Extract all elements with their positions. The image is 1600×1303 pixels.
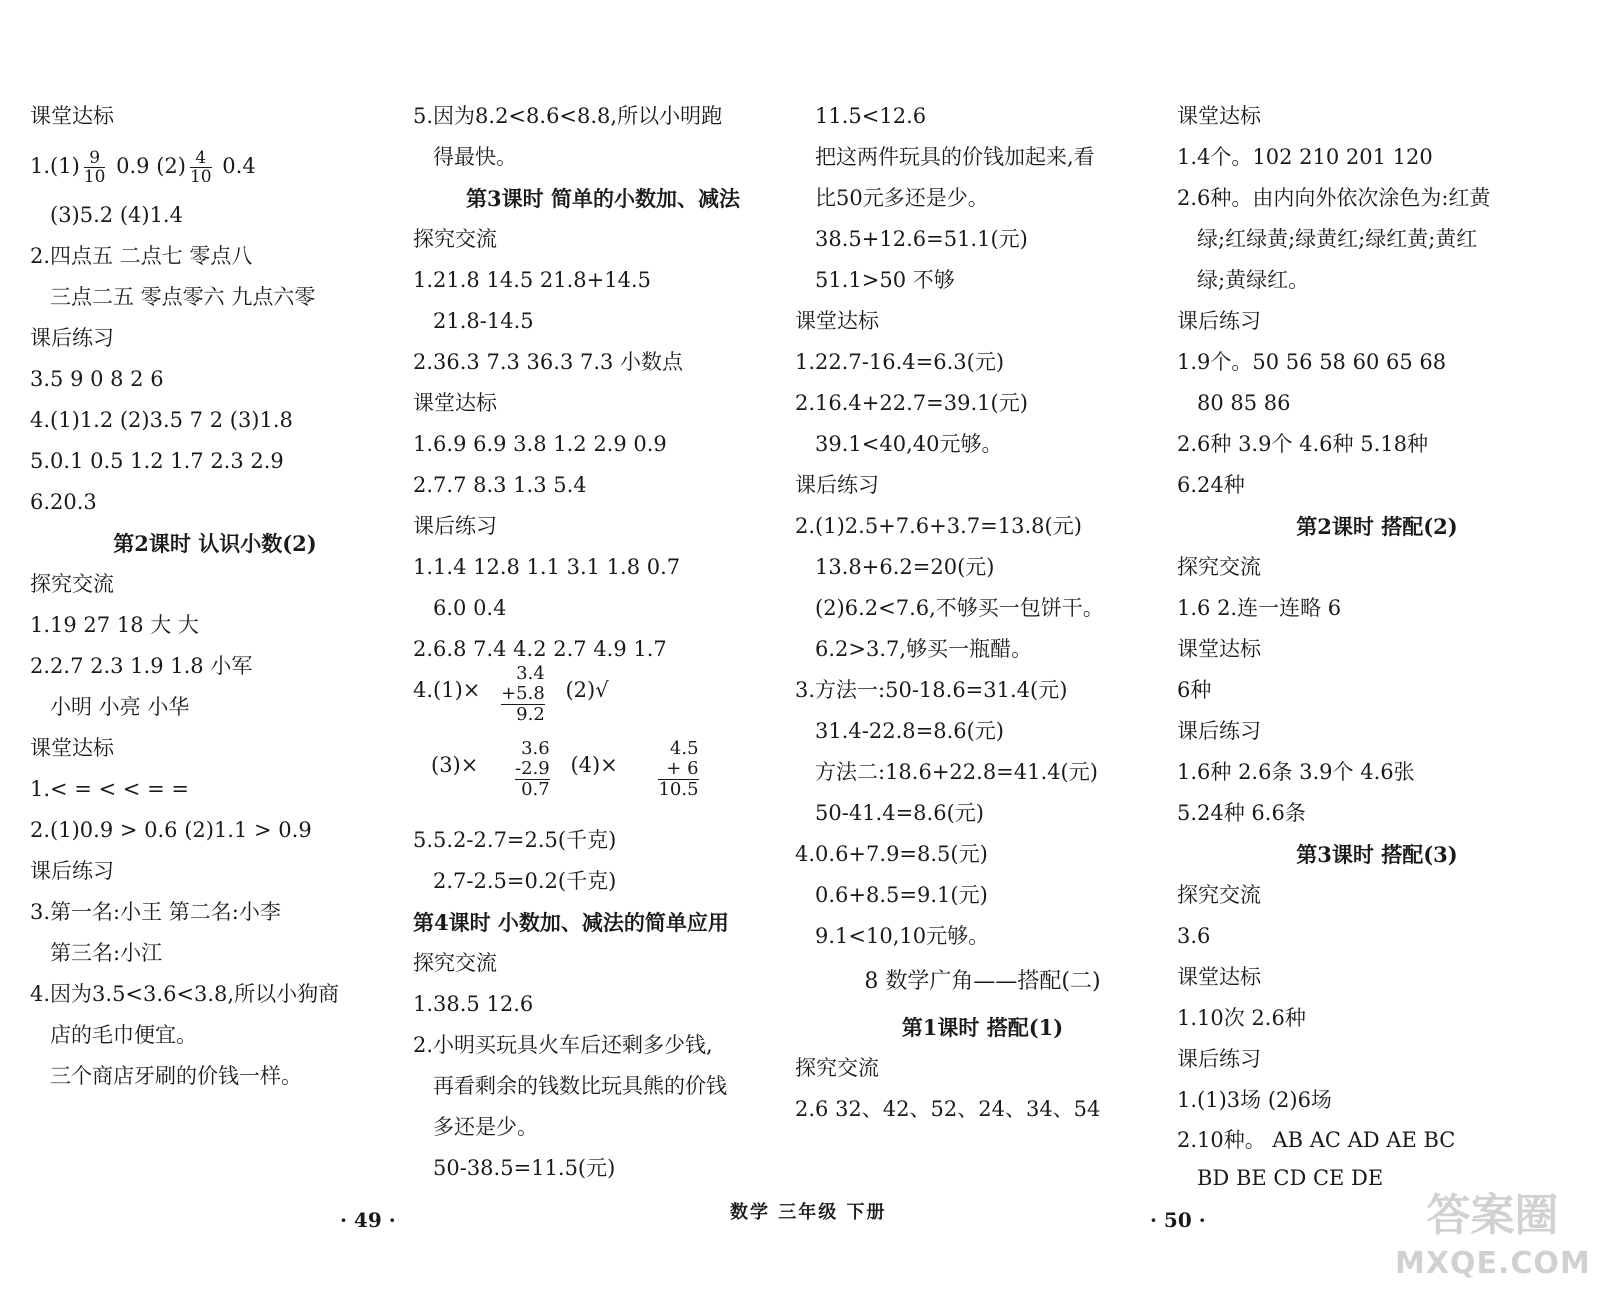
answer-line: 5.5.2-2.7=2.5(千克) bbox=[413, 828, 617, 852]
answer-line: 1.< = < < = = bbox=[30, 777, 189, 801]
section-heading: 探究交流 bbox=[413, 227, 497, 251]
section-heading: 课后练习 bbox=[1177, 309, 1261, 333]
answer-line: 第三名:小江 bbox=[50, 941, 163, 965]
answer-line: 2.10种。 AB AC AD AE BC bbox=[1177, 1128, 1456, 1152]
answer-line: 2.6.8 7.4 4.2 2.7 4.9 1.7 bbox=[413, 637, 667, 661]
section-heading: 课堂达标 bbox=[30, 104, 114, 128]
answer-line: 5.24种 6.6条 bbox=[1177, 801, 1306, 825]
answer-line: 2.7-2.5=0.2(千克) bbox=[433, 869, 617, 893]
answer-line: 三点二五 零点零六 九点六零 bbox=[50, 285, 316, 309]
answer-line: 4.因为3.5<3.6<3.8,所以小狗商 bbox=[30, 982, 340, 1006]
watermark-text: 答案圈 bbox=[1426, 1190, 1559, 1241]
column-2 bbox=[413, 96, 793, 1189]
answer-line: 6.20.3 bbox=[30, 490, 97, 514]
section-heading: 课堂达标 bbox=[795, 309, 879, 333]
answer-line: 2.7.7 8.3 1.3 5.4 bbox=[413, 473, 587, 497]
answer-line: 1.(1) $\frac{9}{10}$ 0.9 (2) $\frac{4}{10}$ 0.4 bbox=[30, 148, 256, 187]
page-number-left: · 49 · bbox=[340, 1208, 396, 1232]
lesson-title: 第3课时 简单的小数加、减法 bbox=[466, 186, 740, 211]
answer-line: 2.四点五 二点七 零点八 bbox=[30, 244, 253, 268]
answer-line: 2.6 32、42、52、24、34、54 bbox=[795, 1097, 1101, 1121]
answer-line: 1.4个。102 210 201 120 bbox=[1177, 145, 1433, 169]
lesson-title: 第2课时 搭配(2) bbox=[1296, 514, 1458, 539]
answer-line: 1.6种 2.6条 3.9个 4.6张 bbox=[1177, 760, 1415, 784]
answer-line: BD BE CD CE DE bbox=[1197, 1166, 1384, 1190]
page-number-right: · 50 · bbox=[1150, 1208, 1206, 1232]
answer-line: 6.2>3.7,够买一瓶醋。 bbox=[815, 637, 1033, 661]
answer-line: 5.因为8.2<8.6<8.8,所以小明跑 bbox=[413, 104, 723, 128]
answer-line: 得最快。 bbox=[433, 145, 517, 169]
answer-line: 2.6种 3.9个 4.6种 5.18种 bbox=[1177, 432, 1428, 456]
answer-line: 1.1.4 12.8 1.1 3.1 1.8 0.7 bbox=[413, 555, 681, 579]
fraction: $\frac{4}{10}$ bbox=[189, 148, 212, 187]
lesson-title: 第4课时 小数加、减法的简单应用 bbox=[413, 910, 729, 935]
column-4 bbox=[1177, 96, 1577, 1197]
answer-line: 3.5 9 0 8 2 6 bbox=[30, 367, 164, 391]
answer-line: 0.6+8.5=9.1(元) bbox=[815, 883, 988, 907]
lesson-title: 第2课时 认识小数(2) bbox=[113, 531, 317, 556]
footer-title: 数学 三年级 下册 bbox=[730, 1202, 887, 1223]
section-heading: 课后练习 bbox=[30, 326, 114, 350]
section-heading: 课后练习 bbox=[795, 473, 879, 497]
vertical-calc: 4.5 + 6 10.5 bbox=[658, 738, 699, 800]
answer-line: 多还是少。 bbox=[433, 1115, 538, 1139]
answer-line: 1.38.5 12.6 bbox=[413, 992, 534, 1016]
answer-line: 4.(1)1.2 (2)3.5 7 2 (3)1.8 bbox=[30, 408, 293, 432]
answer-line: 2.2.7 2.3 1.9 1.8 小军 bbox=[30, 654, 253, 678]
answer-line: 把这两件玩具的价钱加起来,看 bbox=[815, 145, 1095, 169]
section-heading: 探究交流 bbox=[795, 1056, 879, 1080]
vertical-calc-row: (3)× 3.6 -2.9 0.7 (4)× 4.5 + 6 10.5 bbox=[431, 738, 699, 800]
answer-line: 80 85 86 bbox=[1197, 391, 1291, 415]
lesson-title: 第3课时 搭配(3) bbox=[1296, 842, 1458, 867]
answer-line: 6.24种 bbox=[1177, 473, 1245, 497]
answer-line: 3.第一名:小王 第二名:小李 bbox=[30, 900, 281, 924]
section-heading: 课堂达标 bbox=[1177, 965, 1261, 989]
section-heading: 课堂达标 bbox=[1177, 637, 1261, 661]
answer-line: 店的毛巾便宜。 bbox=[50, 1023, 197, 1047]
section-heading: 探究交流 bbox=[413, 951, 497, 975]
answer-line: 1.6.9 6.9 3.8 1.2 2.9 0.9 bbox=[413, 432, 667, 456]
answer-line: 1.22.7-16.4=6.3(元) bbox=[795, 350, 1005, 374]
answer-line: 39.1<40,40元够。 bbox=[815, 432, 1003, 456]
lesson-title: 第1课时 搭配(1) bbox=[901, 1015, 1064, 1040]
section-heading: 课堂达标 bbox=[30, 736, 114, 760]
answer-line: 5.0.1 0.5 1.2 1.7 2.3 2.9 bbox=[30, 449, 284, 473]
section-heading: 课后练习 bbox=[1177, 719, 1261, 743]
answer-line: 3.方法一:50-18.6=31.4(元) bbox=[795, 678, 1068, 702]
answer-line: 方法二:18.6+22.8=41.4(元) bbox=[815, 760, 1098, 784]
answer-line: 51.1>50 不够 bbox=[815, 268, 955, 292]
answer-line: 50-41.4=8.6(元) bbox=[815, 801, 984, 825]
answer-line: 三个商店牙刷的价钱一样。 bbox=[50, 1064, 302, 1088]
answer-line: 4.0.6+7.9=8.5(元) bbox=[795, 842, 988, 866]
answer-line: 9.1<10,10元够。 bbox=[815, 924, 990, 948]
answer-line: (2)6.2<7.6,不够买一包饼干。 bbox=[815, 596, 1104, 620]
answer-line: 38.5+12.6=51.1(元) bbox=[815, 227, 1028, 251]
answer-line: 6.0 0.4 bbox=[433, 596, 507, 620]
fraction: $\frac{9}{10}$ bbox=[83, 148, 106, 187]
section-heading: 课后练习 bbox=[30, 859, 114, 883]
answer-line: 2.(1)0.9 > 0.6 (2)1.1 > 0.9 bbox=[30, 818, 312, 842]
section-heading: 课后练习 bbox=[413, 514, 497, 538]
section-heading: 课堂达标 bbox=[1177, 104, 1261, 128]
answer-line: 1.(1)3场 (2)6场 bbox=[1177, 1088, 1332, 1112]
watermark-logo bbox=[1395, 1188, 1590, 1298]
answer-line: 1.21.8 14.5 21.8+14.5 bbox=[413, 268, 652, 292]
answer-line: 2.小明买玩具火车后还剩多少钱, bbox=[413, 1033, 713, 1057]
answer-line: 再看剩余的钱数比玩具熊的价钱 bbox=[433, 1074, 727, 1098]
vertical-calc: 3.6 -2.9 0.7 bbox=[515, 738, 550, 800]
answer-line: 1.19 27 18 大 大 bbox=[30, 613, 199, 637]
answer-line: 2.6种。由内向外依次涂色为:红黄 bbox=[1177, 186, 1491, 210]
answer-line: 21.8-14.5 bbox=[433, 309, 534, 333]
answer-line: (3)5.2 (4)1.4 bbox=[50, 203, 183, 227]
answer-line: 50-38.5=11.5(元) bbox=[433, 1156, 616, 1180]
answer-line: 6种 bbox=[1177, 678, 1212, 702]
answer-line: 2.16.4+22.7=39.1(元) bbox=[795, 391, 1028, 415]
answer-line: 小明 小亮 小华 bbox=[50, 695, 190, 719]
answer-line: 2.36.3 7.3 36.3 7.3 小数点 bbox=[413, 350, 684, 374]
answer-line: 1.10次 2.6种 bbox=[1177, 1006, 1306, 1030]
section-heading: 课后练习 bbox=[1177, 1047, 1261, 1071]
column-1 bbox=[30, 96, 400, 1097]
section-heading: 探究交流 bbox=[1177, 883, 1261, 907]
answer-line: 绿;红绿黄;绿黄红;绿红黄;黄红 bbox=[1197, 227, 1478, 251]
section-heading: 探究交流 bbox=[1177, 555, 1261, 579]
column-3 bbox=[795, 96, 1170, 1130]
vertical-calc-row: 4.(1)× 3.4 +5.8 9.2 (2)√ bbox=[413, 663, 609, 725]
answer-line: 2.(1)2.5+7.6+3.7=13.8(元) bbox=[795, 514, 1082, 538]
chapter-title: 8 数学广角——搭配(二) bbox=[864, 969, 1101, 994]
section-heading: 课堂达标 bbox=[413, 391, 497, 415]
vertical-calc: 3.4 +5.8 9.2 bbox=[501, 663, 545, 725]
answer-line: 1.9个。50 56 58 60 65 68 bbox=[1177, 350, 1447, 374]
section-heading: 探究交流 bbox=[30, 572, 114, 596]
answer-line: 比50元多还是少。 bbox=[815, 186, 989, 210]
answer-line: 13.8+6.2=20(元) bbox=[815, 555, 995, 579]
answer-line: 11.5<12.6 bbox=[815, 104, 927, 128]
answer-line: 3.6 bbox=[1177, 924, 1211, 948]
watermark-url: MXQE.COM bbox=[1395, 1246, 1591, 1281]
answer-line: 1.6 2.连一连略 6 bbox=[1177, 596, 1342, 620]
answer-line: 31.4-22.8=8.6(元) bbox=[815, 719, 1004, 743]
answer-line: 绿;黄绿红。 bbox=[1197, 268, 1310, 292]
